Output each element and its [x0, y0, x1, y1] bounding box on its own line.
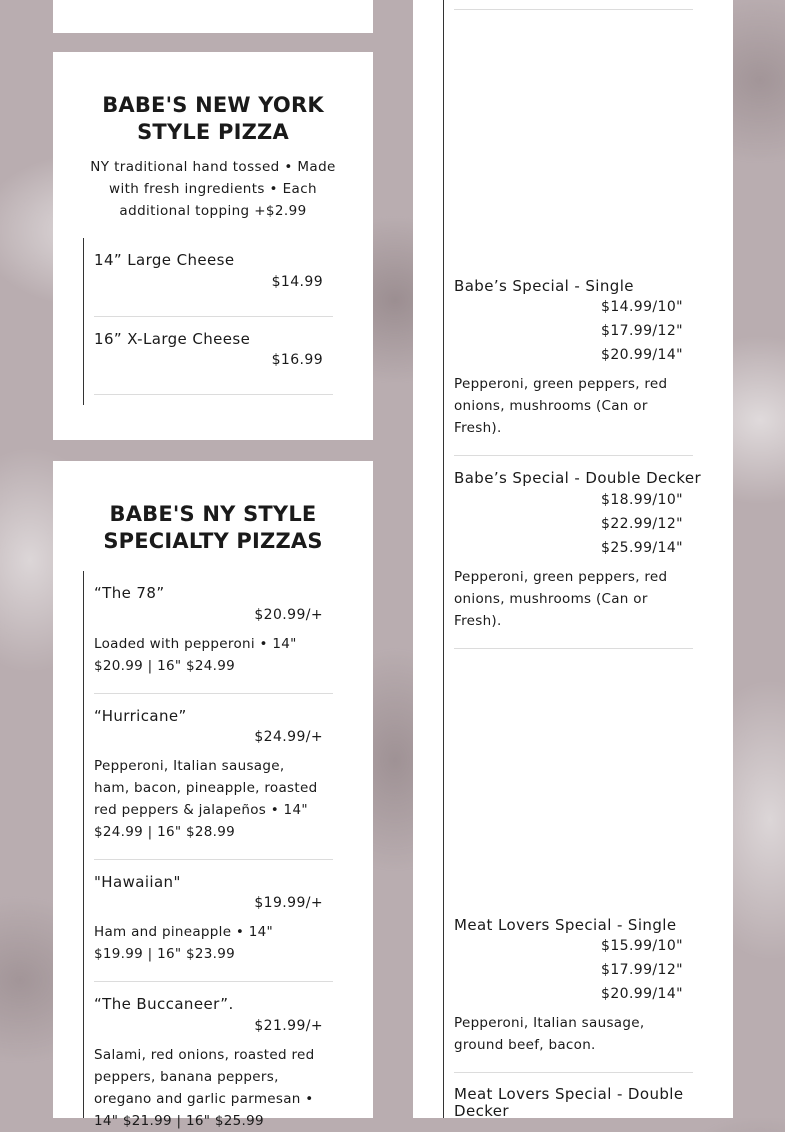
section-subtitle-ny-style [81, 156, 345, 222]
item-name: “The Buccaneer”. [94, 995, 234, 1013]
item-description [94, 633, 297, 677]
item-price: $24.99/+ [254, 729, 323, 745]
item-price: $20.99/+ [254, 607, 323, 623]
desc-line: Pepperoni, green peppers, red [454, 376, 668, 392]
item-name: Meat Lovers Special - Single [454, 916, 677, 934]
item-name: 14” Large Cheese [94, 251, 235, 269]
desc-line: $20.99 | 16" $24.99 [94, 658, 235, 674]
desc-line: $19.99 | 16" $23.99 [94, 946, 235, 962]
item-name: Babe’s Special - Single [454, 277, 634, 295]
title-line-2: STYLE PIZZA [137, 120, 289, 144]
item-description [454, 373, 667, 439]
menu-item[interactable] [454, 1086, 693, 1118]
item-price-12: $17.99/12" [601, 962, 683, 978]
item-name: 16” X-Large Cheese [94, 330, 251, 348]
menu-item[interactable] [454, 469, 702, 648]
section-title-specialty [53, 501, 373, 555]
item-description [94, 755, 317, 843]
title-line-2: SPECIALTY PIZZAS [103, 529, 323, 553]
title-line-1: BABE'S NEW YORK [102, 93, 324, 117]
desc-line: red peppers & jalapeños • 14" [94, 802, 308, 818]
item-name [454, 1086, 683, 1120]
item-separator [94, 693, 333, 694]
item-name-line-1: Meat Lovers Special - Double [454, 1085, 684, 1103]
item-description [94, 1044, 314, 1132]
desc-line: Fresh). [454, 420, 502, 436]
top-card-partial [53, 0, 373, 33]
desc-line: peppers, banana peppers, [94, 1069, 279, 1085]
item-price-10: $18.99/10" [601, 492, 683, 508]
menu-item[interactable] [94, 584, 333, 694]
desc-line: Pepperoni, Italian sausage, [94, 758, 285, 774]
item-price: $14.99 [271, 274, 323, 290]
menu-item[interactable] [94, 995, 333, 1129]
desc-line: $24.99 | 16" $28.99 [94, 824, 235, 840]
desc-line: Loaded with pepperoni • 14" [94, 636, 297, 652]
item-price: $16.99 [271, 352, 323, 368]
item-price-14: $20.99/14" [601, 986, 683, 1002]
item-price: $19.99/+ [254, 895, 323, 911]
desc-line: Fresh). [454, 613, 502, 629]
desc-line: Pepperoni, green peppers, red [454, 569, 668, 585]
desc-line: ground beef, bacon. [454, 1037, 596, 1053]
subtitle-line-3: additional topping +$2.99 [119, 203, 307, 219]
item-separator [94, 859, 333, 860]
desc-line: Salami, red onions, roasted red [94, 1047, 315, 1063]
menu-item[interactable] [454, 916, 693, 1073]
item-separator [94, 981, 333, 982]
title-line-1: BABE'S NY STYLE [109, 502, 317, 526]
menu-item[interactable] [94, 707, 333, 860]
section-divider-line [83, 571, 84, 1118]
item-description [94, 921, 273, 965]
item-description [454, 566, 667, 632]
menu-item[interactable] [94, 873, 333, 982]
item-description [454, 1012, 644, 1056]
item-separator [94, 316, 333, 317]
item-price-14: $20.99/14" [601, 347, 683, 363]
item-separator [94, 394, 333, 395]
section-divider-line [83, 238, 84, 405]
item-price-12: $22.99/12" [601, 516, 683, 532]
menu-item[interactable] [454, 277, 693, 455]
subtitle-line-1: NY traditional hand tossed • Made [90, 159, 336, 175]
desc-line: onions, mushrooms (Can or [454, 591, 648, 607]
item-separator [454, 9, 693, 10]
desc-line: oregano and garlic parmesan • [94, 1091, 314, 1107]
item-price-12: $17.99/12" [601, 323, 683, 339]
section-divider-line [443, 0, 444, 1118]
item-separator [454, 455, 693, 456]
item-name-line-2: Decker [454, 1102, 509, 1120]
item-separator [454, 1072, 693, 1073]
desc-line: 14" $21.99 | 16" $25.99 [94, 1113, 264, 1129]
item-name: “Hurricane” [94, 707, 187, 725]
item-price: $21.99/+ [254, 1018, 323, 1034]
desc-line: ham, bacon, pineapple, roasted [94, 780, 318, 796]
item-price-14: $25.99/14" [601, 540, 683, 556]
section-title-ny-style [53, 92, 373, 146]
subtitle-line-2: with fresh ingredients • Each [109, 181, 317, 197]
desc-line: Ham and pineapple • 14" [94, 924, 274, 940]
item-name: "Hawaiian" [94, 873, 181, 891]
item-separator [454, 648, 693, 649]
item-price-10: $14.99/10" [601, 299, 683, 315]
desc-line: Pepperoni, Italian sausage, [454, 1015, 645, 1031]
menu-item[interactable] [94, 251, 333, 317]
item-price-10: $15.99/10" [601, 938, 683, 954]
menu-item[interactable] [94, 330, 333, 396]
item-name: Babe’s Special - Double Decker [454, 469, 702, 487]
item-name: “The 78” [94, 584, 165, 602]
desc-line: onions, mushrooms (Can or [454, 398, 648, 414]
